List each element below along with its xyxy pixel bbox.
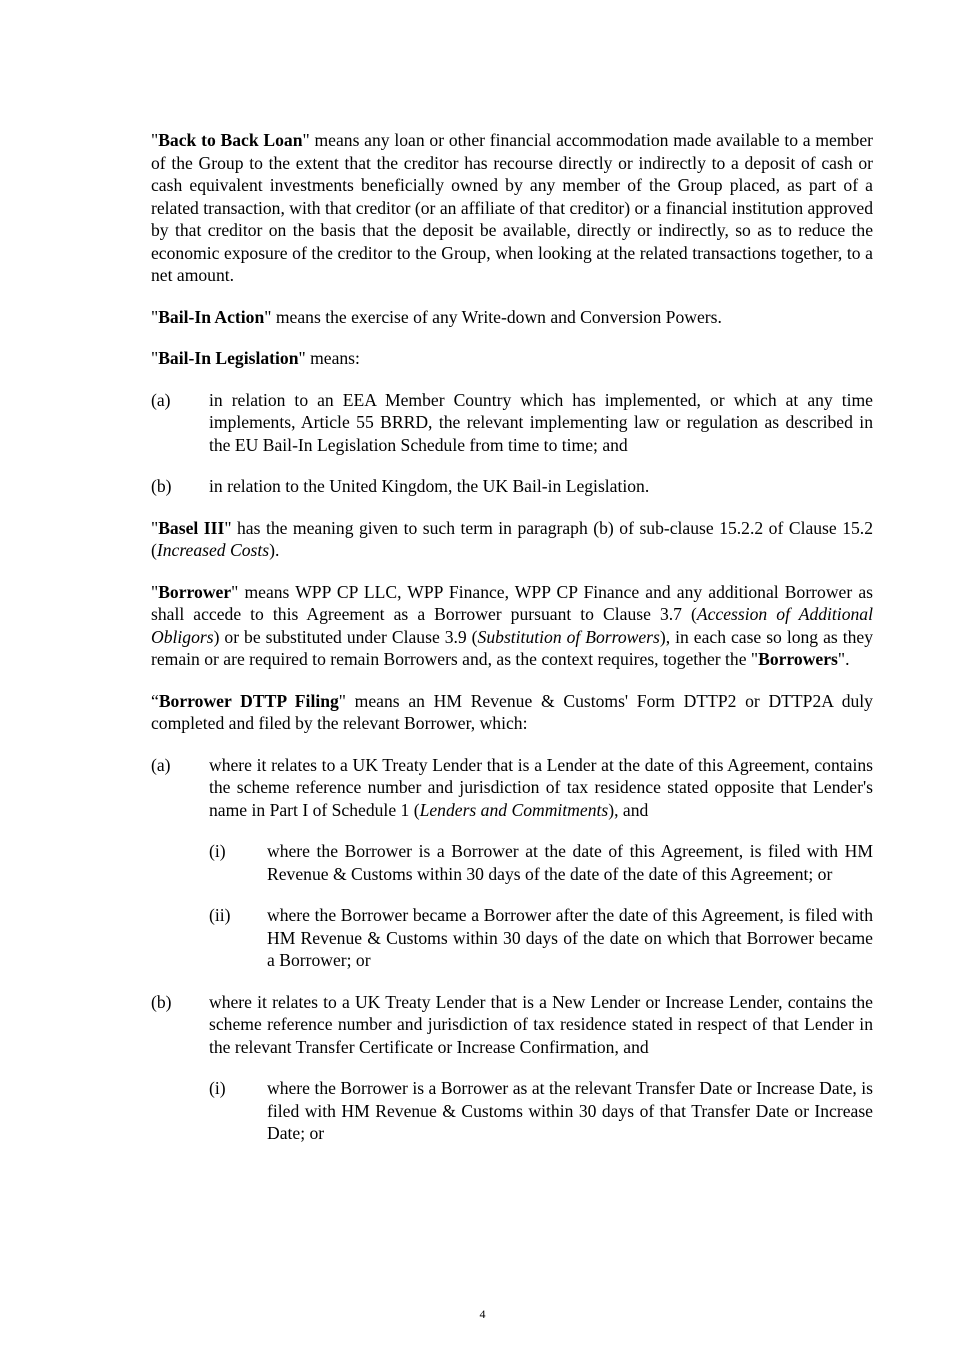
sub-list-item-label: (i) [209, 841, 226, 861]
list-item-text: where it relates to a UK Treaty Lender that is a New Lender or Increase Lender, contains the scheme reference number and jurisdiction of tax residence stated in respect of that Lender in the relevant Transfer Certificate or Increase Confirmation, and [209, 991, 873, 1057]
definition-back-to-back-loan: "Back to Back Loan" means any loan or other financial accommodation made available to a member of the Group to the extent that the creditor has recourse directly or indirectly to a deposit of cash or cash equivalent investments beneficially owned by any member of the Group placed, as part of a related transaction, with that creditor (or an affiliate of that creditor) or a financial institution approved by that creditor on the basis that the deposit be available, directly or indirectly, so as to reduce the economic exposure of the creditor to the Group, when looking at the related transactions together, to a net amount. [151, 130, 873, 285]
defined-term: Basel III [158, 517, 225, 538]
defined-term: Borrower DTTP Filing [158, 690, 339, 711]
sub-list-item-text: where the Borrower is a Borrower at the date of this Agreement, is filed with HM Revenue & Customs within 30 days of the date of the date of this Agreement; or [267, 841, 873, 884]
defined-term: Borrower [158, 581, 232, 602]
definition-bail-in-action: "Bail-In Action" means the exercise of any Write-down and Conversion Powers. [151, 306, 722, 327]
list-item-label: (a) [151, 754, 171, 775]
list-item [151, 754, 873, 822]
sub-list-item-label: (ii) [209, 905, 231, 925]
defined-term: Borrowers [758, 649, 838, 669]
schedule-reference: Lenders and Commitments [419, 799, 609, 820]
list-item-text: in relation to the United Kingdom, the UK Bail-in Legislation. [209, 476, 650, 496]
list-item-text: in relation to an EEA Member Country which has implemented, or which at any time implements, Article 55 BRRD, the relevant implementing law or regulation as described in the EU Bail-In Legislation Schedule from time to time; and [209, 389, 873, 455]
sub-list-item-label: (i) [209, 1078, 226, 1098]
definition-borrower: "Borrower" means WPP CP LLC, WPP Finance, WPP CP Finance and any additional Borrower as shall accede to this Agreement as a Borrower pursuant to Clause 3.7 (Accession of Additional Obligors) or be substituted under Clause 3.9 (Substitution of Borrowers), in each case so long as they remain or are required to remain Borrowers and, as the context requires, together the "Borrowers". [151, 581, 873, 669]
list-item [151, 475, 873, 498]
document-page [151, 129, 873, 1164]
sub-list-item-text: where the Borrower became a Borrower after the date of this Agreement, is filed with HM Revenue & Customs within 30 days of the date on which that Borrower became a Borrower; or [267, 905, 873, 970]
clause-reference: Substitution of Borrowers [477, 626, 660, 647]
list-item-label: (b) [151, 476, 172, 496]
page-number: 4 [479, 1307, 486, 1321]
defined-term: Back to Back Loan [158, 130, 303, 150]
list-item [151, 389, 873, 457]
clause-reference: Accession of Additional Obligors [151, 604, 873, 647]
list-item [151, 991, 873, 1059]
definition-bail-in-legislation: "Bail-In Legislation" means: [151, 348, 360, 368]
sub-list-item [209, 1077, 873, 1145]
defined-term: Bail-In Action [158, 306, 265, 327]
definition-basel-iii: "Basel III" has the meaning given to such term in paragraph (b) of sub-clause 15.2.2 of Clause 15.2 (Increased Costs). [151, 517, 873, 560]
defined-term: Bail-In Legislation [158, 348, 299, 368]
sub-list-item-text: where the Borrower is a Borrower as at the relevant Transfer Date or Increase Date, is filed with HM Revenue & Customs within 30 days of that Transfer Date or Increase Date; or [267, 1078, 873, 1143]
list-item-label: (a) [151, 389, 171, 410]
definition-borrower-dttp-filing: “Borrower DTTP Filing" means an HM Revenue & Customs' Form DTTP2 or DTTP2A duly completed and filed by the relevant Borrower, which: [151, 690, 873, 733]
list-item-text: where it relates to a UK Treaty Lender that is a Lender at the date of this Agreement, contains the scheme reference number and jurisdiction of tax residence stated opposite that Lender's name in Part I of Schedule 1 (Lenders and Commitments), and [209, 754, 873, 820]
list-item-label: (b) [151, 991, 172, 1012]
sub-list-item [209, 904, 873, 972]
clause-reference: Increased Costs [156, 540, 270, 560]
sub-list-item [209, 840, 873, 885]
